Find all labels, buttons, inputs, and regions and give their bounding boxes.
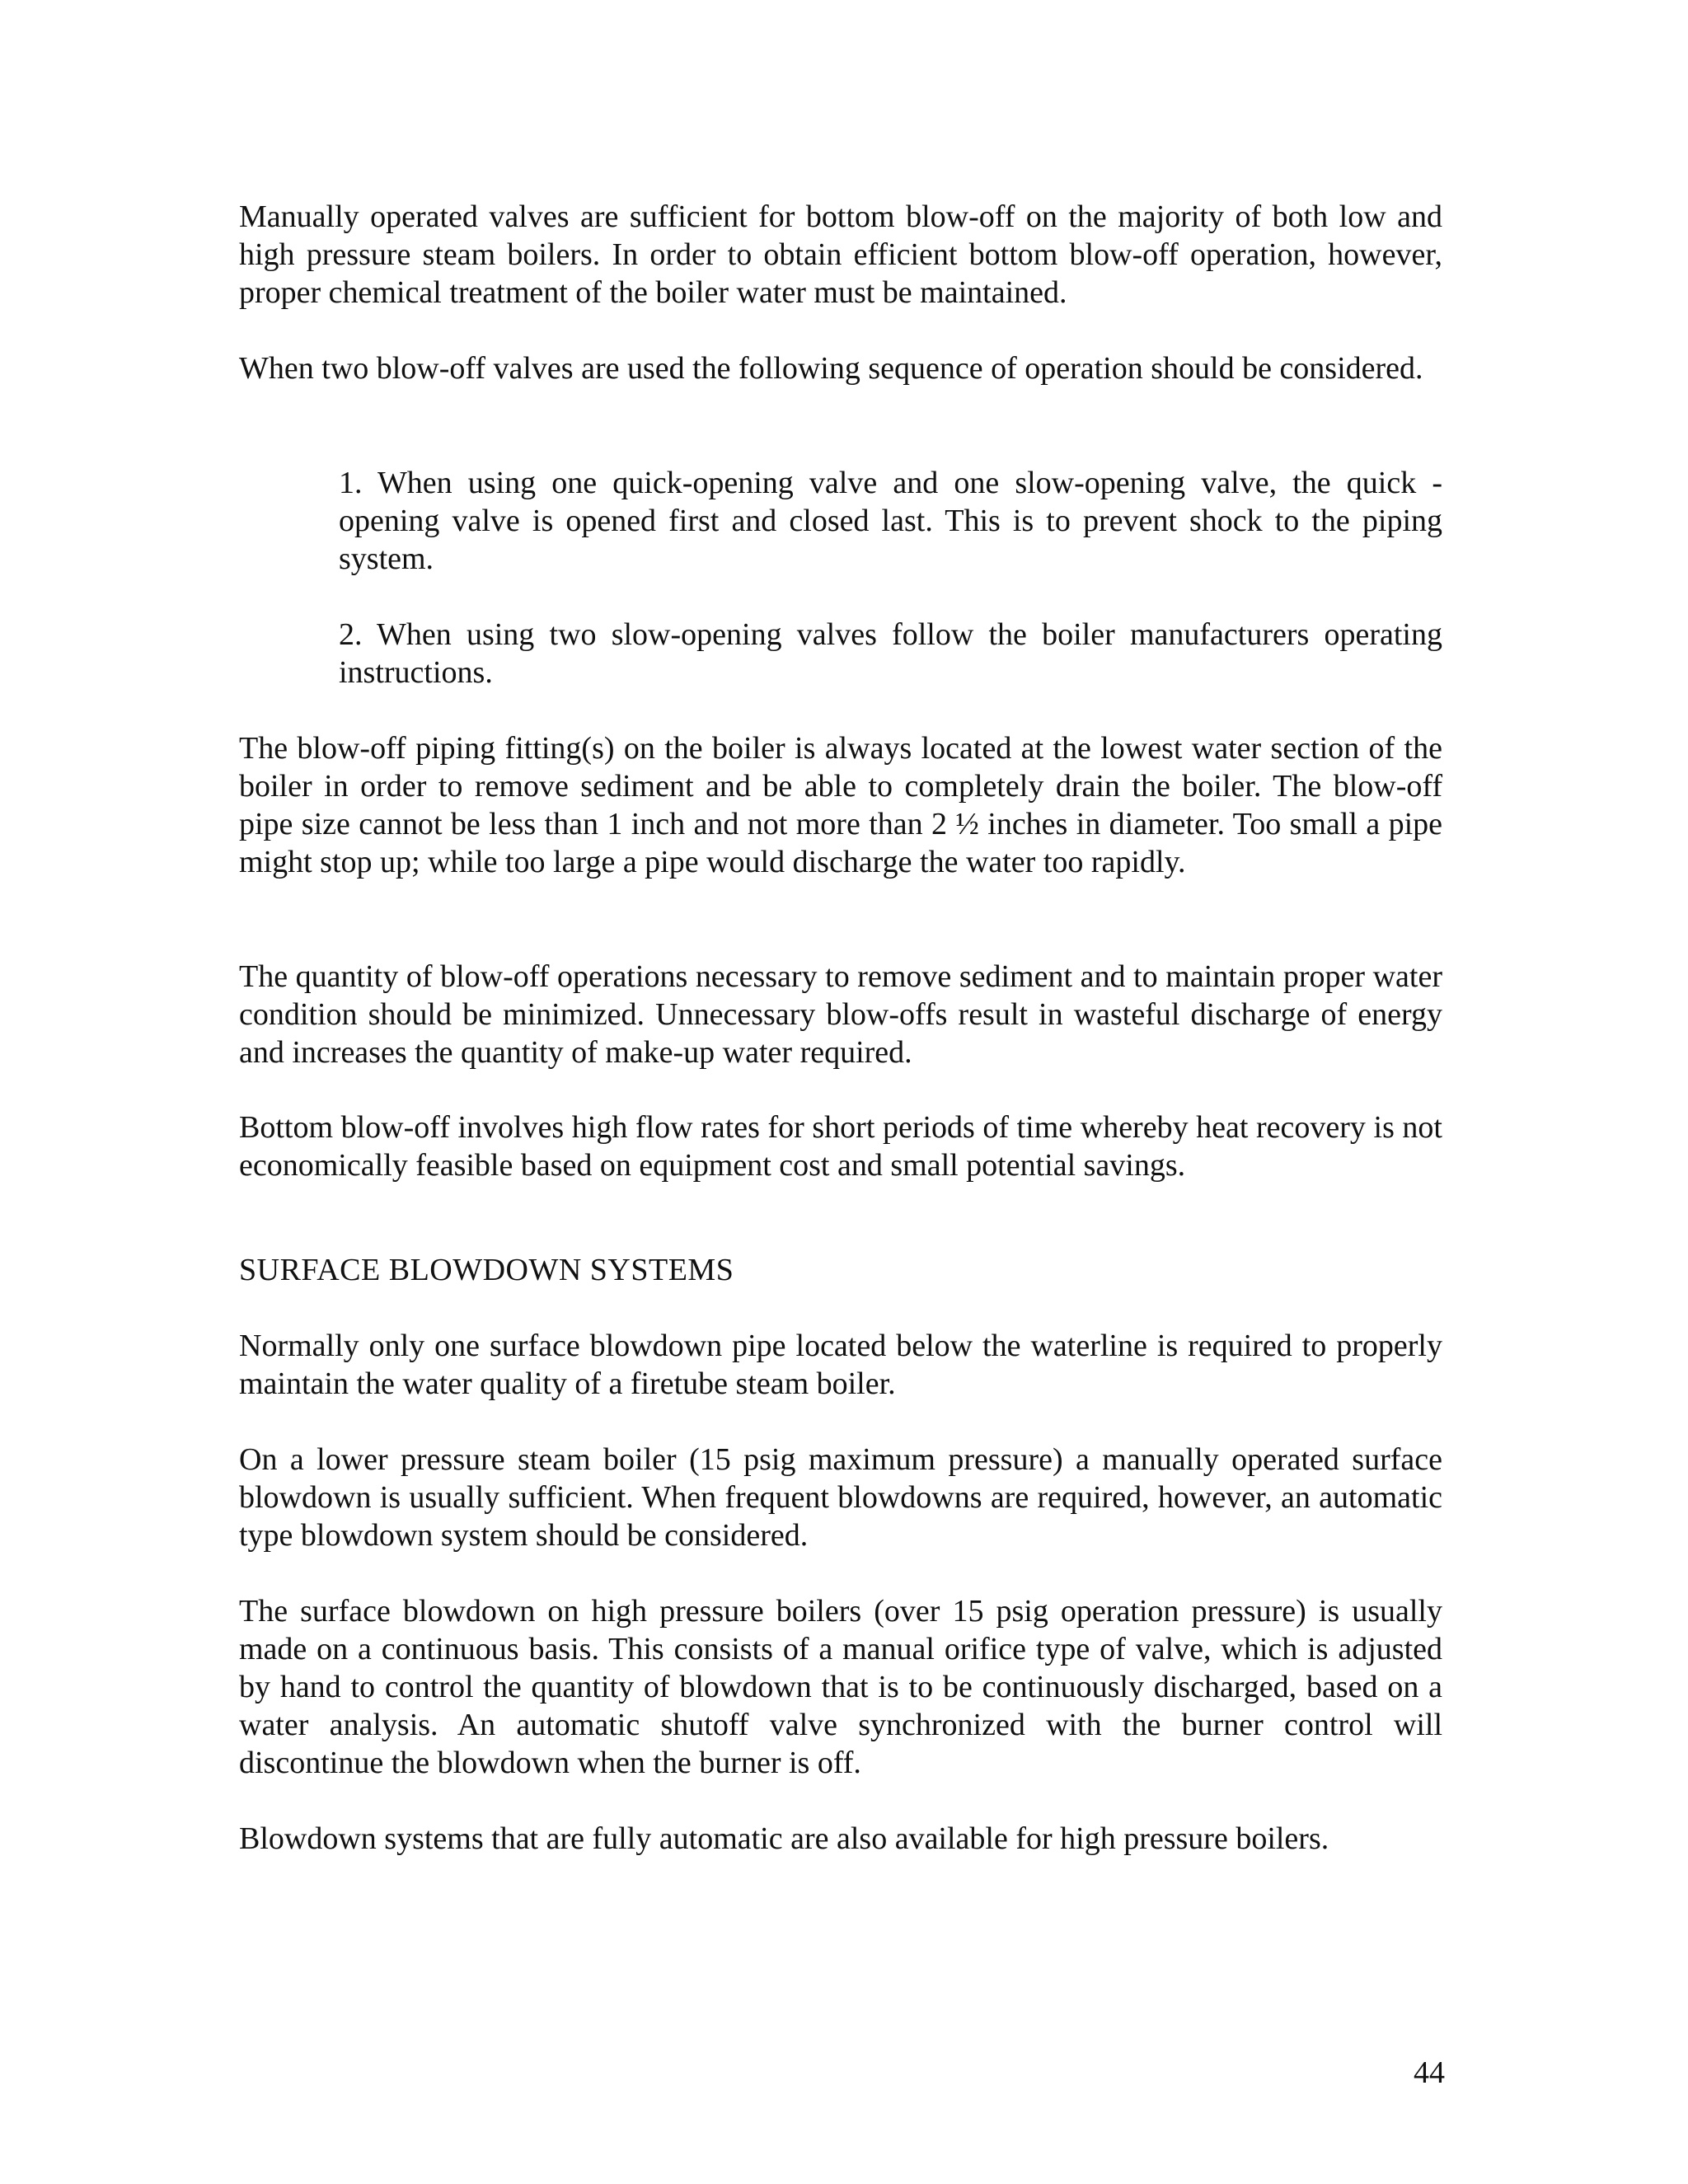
section-heading: SURFACE BLOWDOWN SYSTEMS <box>239 1253 734 1287</box>
list-item-quick-opening: 1. When using one quick-opening valve and one slow-opening valve, the quick - opening valve is opened first and closed last. This is to prevent shock to the piping system. <box>339 466 1442 576</box>
list-item-slow-opening: 2. When using two slow-opening valves follow the boiler manufacturers operating instructions. <box>339 617 1442 690</box>
paragraph-piping-fitting: The blow-off piping fitting(s) on the boiler is always located at the lowest water section of the boiler in order to remove sediment and be able to completely drain the boiler. The blow-off pipe size cannot be less than 1 inch and not more than 2 ½ inches in diameter. Too small a pipe might stop up; while too large a pipe would discharge the water too rapidly. <box>239 731 1442 879</box>
paragraph-high-pressure: The surface blowdown on high pressure boilers (over 15 psig operation pressure) is usually made on a continuous basis. This consists of a manual orifice type of valve, which is adjusted by hand to control the quantity of blowdown that is to be continuously discharged, based on a water analysis. An automatic shutoff valve synchronized with the burner control will discontinue the blowdown when the burner is off. <box>239 1594 1442 1780</box>
paragraph-quantity: The quantity of blow-off operations necessary to remove sediment and to maintain proper water condition should be minimized. Unnecessary blow-offs result in wasteful discharge of energy and increases the quantity of make-up water required. <box>239 959 1442 1070</box>
page-number: 44 <box>1414 2055 1445 2090</box>
paragraph-fully-automatic: Blowdown systems that are fully automatic are also available for high pressure boilers. <box>239 1821 1329 1856</box>
paragraph-two-valves: When two blow-off valves are used the following sequence of operation should be considered. <box>239 351 1423 386</box>
paragraph-manual-valves: Manually operated valves are sufficient for bottom blow-off on the majority of both low and high pressure steam boilers. In order to obtain efficient bottom blow-off operation, however, proper chemical treatment of the boiler water must be maintained. <box>239 199 1442 310</box>
paragraph-low-pressure: On a lower pressure steam boiler (15 psig maximum pressure) a manually operated surface blowdown is usually sufficient. When frequent blowdowns are required, however, an automatic type blowdown system should be considered. <box>239 1442 1442 1553</box>
paragraph-surface-pipe: Normally only one surface blowdown pipe located below the waterline is required to properly maintain the water quality of a firetube steam boiler. <box>239 1329 1442 1401</box>
paragraph-bottom-blowoff: Bottom blow-off involves high flow rates for short periods of time whereby heat recovery is not economically feasible based on equipment cost and small potential savings. <box>239 1110 1442 1183</box>
